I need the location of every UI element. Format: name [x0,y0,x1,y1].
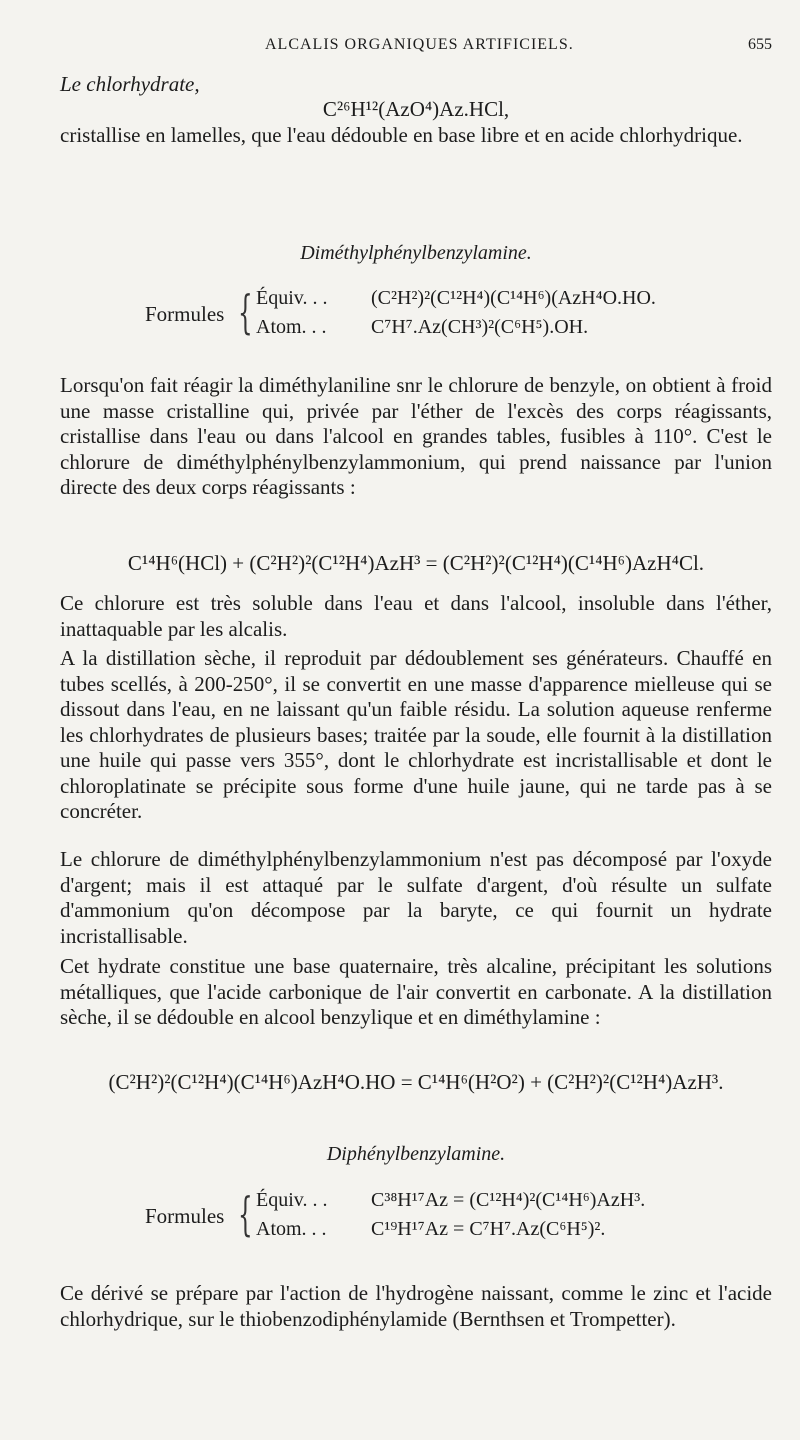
equiv-label: Équiv. . . [256,1189,328,1211]
paragraph-distillation: A la distillation sèche, il reproduit par dédoublement ses générateurs. Chauffé en tubes scellés, à 200-250°, il se convertit en une masse d'apparence mielleuse qui se dissout dans l'eau, en ne laissant qu'un faible résidu. La solution aqueuse renferme les chlorhydrates de plusieurs bases; traitée par la soude, elle fournit à la distillation une huile qui passe vers 355°, dont le chlorhydrate est incristallisable et dont le chloroplatinate se précipite sous forme d'une huile jaune, qui ne tarde pas à se concréter. [60,646,772,823]
equiv-formula: (C²H²)²(C¹²H⁴)(C¹⁴H⁶)(AzH⁴O.HO. [371,287,656,309]
formulas-block-1 [60,284,772,348]
paragraph-solubility: Ce chlorure est très soluble dans l'eau et dans l'alcool, insoluble dans l'éther, inattaquable par les alcalis. [60,591,772,641]
document-page [60,0,772,1440]
formulas-block-2 [60,1186,772,1250]
chlorhydrate-label: Le chlorhydrate, [60,72,200,96]
brace-symbol: { [238,285,253,339]
paragraph-silver-oxide: Le chlorure de diméthylphénylbenzylammonium n'est pas décomposé par l'oxyde d'argent; mais il est attaqué par le sulfate d'argent, d'où résulte un sulfate d'ammonium qu'on décompose par la baryte, ce qui fournit un hydrate incristallisable. [60,847,772,948]
atom-formula: C¹⁹H¹⁷Az = C⁷H⁷.Az(C⁶H⁵)². [371,1218,606,1240]
formulas-label: Formules [145,302,225,326]
chlorhydrate-label-line [60,72,772,98]
formula-row-equiv [256,1189,645,1212]
formulas-label: Formules [145,1204,225,1228]
paragraph-preparation: Lorsqu'on fait réagir la diméthylaniline snr le chlorure de benzyle, on obtient à froid une masse cristalline qui, privée par l'éther de l'excès des corps réagissants, cristallise dans l'eau ou dans l'alcool en grandes tables, fusibles à 110°. C'est le chlorure de diméthylphénylbenzylammonium, qui prend naissance par l'union directe des deux corps réagissants : [60,373,772,499]
section-heading-dimethylphenylbenzylamine: Diméthylphénylbenzylamine. [300,242,532,264]
atom-formula: C⁷H⁷.Az(CH³)²(C⁶H⁵).OH. [371,316,589,338]
running-title: ALCALIS ORGANIQUES ARTIFICIELS. [265,36,574,53]
equation-decomposition: (C²H²)²(C¹²H⁴)(C¹⁴H⁶)AzH⁴O.HO = C¹⁴H⁶(H²O²) + (C²H²)²(C¹²H⁴)AzH³. [108,1070,724,1094]
section-heading-diphenylbenzylamine: Diphénylbenzylamine. [326,1143,506,1165]
paragraph-quaternary-base: Cet hydrate constitue une base quaternaire, très alcaline, précipitant les solutions métalliques, que l'acide carbonique de l'air convertit en carbonate. A la distillation sèche, il se dédouble en alcool benzylique et en diméthylamine : [60,954,772,1029]
formula-row-equiv [256,287,656,310]
equation-formation: C¹⁴H⁶(HCl) + (C²H²)²(C¹²H⁴)AzH³ = (C²H²)²(C¹²H⁴)(C¹⁴H⁶)AzH⁴Cl. [127,551,705,575]
formula-row-atom [256,316,588,339]
page-number: 655 [748,36,772,53]
atom-label: Atom. . . [256,316,327,338]
brace-symbol: { [238,1187,253,1241]
equiv-formula: C³⁸H¹⁷Az = (C¹²H⁴)²(C¹⁴H⁶)AzH³. [371,1189,646,1211]
atom-label: Atom. . . [256,1218,327,1240]
formula-row-atom [256,1218,605,1241]
equiv-label: Équiv. . . [256,287,328,309]
chlorhydrate-formula: C²⁶H¹²(AzO⁴)Az.HCl, [322,97,510,121]
chlorhydrate-text: cristallise en lamelles, que l'eau dédouble en base libre et en acide chlorhydrique. [60,123,743,147]
paragraph-diphenylbenzylamine-preparation: Ce dérivé se prépare par l'action de l'hydrogène naissant, comme le zinc et l'acide chlorhydrique, sur le thiobenzodiphénylamide (Bernthsen et Trompetter). [60,1281,772,1331]
running-header [60,36,772,62]
